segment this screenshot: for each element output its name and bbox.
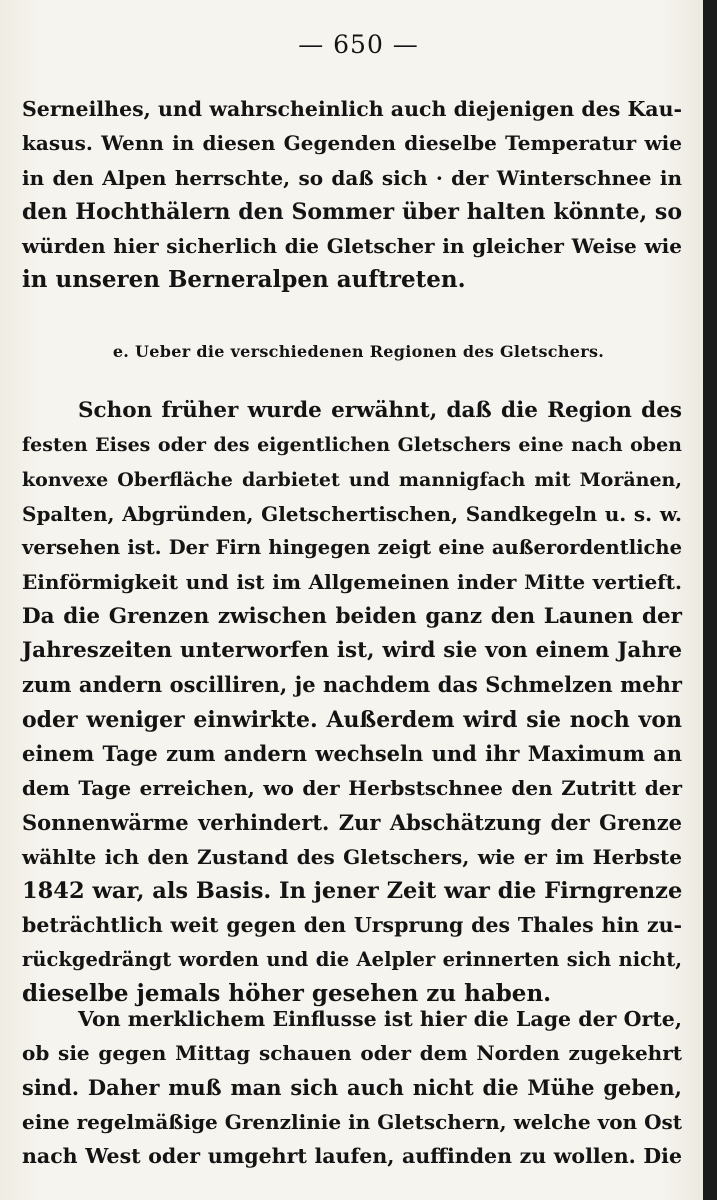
text-line: konvexe Oberfläche darbietet und mannigfach mit Moränen, [22, 468, 682, 491]
text-line: ob sie gegen Mittag schauen oder dem Norden zugekehrt [22, 1041, 682, 1066]
text-line: in den Alpen herrschte, so daß sich · der Winterschnee in [22, 165, 682, 190]
text-line: festen Eises oder des eigentlichen Gletschers eine nach oben [22, 434, 682, 457]
section-heading: e. Ueber die verschiedenen Regionen des Gletschers. [112, 342, 605, 361]
paragraph-2 [22, 394, 682, 1011]
text-line: kasus. Wenn in diesen Gegenden dieselbe Temperatur wie [22, 131, 682, 156]
paragraph-3 [22, 1002, 682, 1173]
text-line: Von merklichem Einflusse ist hier die Lage der Orte, [78, 1007, 682, 1031]
text-line: oder weniger einwirkte. Außerdem wird sie noch von [22, 706, 682, 733]
text-line: den Hochthälern den Sommer über halten könnte, so [22, 198, 682, 225]
text-line: einem Tage zum andern wechseln und ihr Maximum an [22, 740, 682, 766]
text-line: Spalten, Abgründen, Gletschertischen, Sandkegeln u. s. w. [22, 501, 682, 526]
text-line: Sonnenwärme verhindert. Zur Abschätzung der Grenze [22, 809, 682, 835]
page-edge-shadow [703, 0, 717, 1200]
text-line: zum andern oscilliren, je nachdem das Schmelzen mehr [22, 672, 682, 698]
text-line: nach West oder umgehrt laufen, auffinden zu wollen. Die [22, 1144, 682, 1169]
text-line: Serneilhes, und wahrscheinlich auch diejenigen des Kau- [22, 97, 682, 121]
text-line: dieselbe jemals höher gesehen zu haben. [22, 980, 552, 1008]
text-line: in unseren Berneralpen auftreten. [22, 266, 466, 294]
text-line: sind. Daher muß man sich auch nicht die Mühe geben, [22, 1074, 682, 1100]
text-line: Einförmigkeit und ist im Allgemeinen inder Mitte vertieft. [22, 570, 682, 595]
text-line: beträchtlich weit gegen den Ursprung des Thales hin zu- [22, 913, 682, 938]
paragraph-1 [22, 92, 682, 298]
text-line: dem Tage erreichen, wo der Herbstschnee den Zutritt der [22, 776, 682, 801]
text-line: versehen ist. Der Firn hingegen zeigt eine außerordentliche [22, 536, 682, 560]
text-line: Da die Grenzen zwischen beiden ganz den Launen der [22, 603, 682, 629]
text-line: eine regelmäßige Grenzlinie in Gletschern, welche von Ost [22, 1109, 682, 1134]
page-number: — 650 — [298, 30, 419, 59]
text-line: Jahreszeiten unterworfen ist, wird sie von einem Jahre [22, 638, 682, 664]
text-line: wählte ich den Zustand des Gletschers, wie er im Herbste [22, 844, 682, 869]
text-line: 1842 war, als Basis. In jener Zeit war die Firngrenze [22, 878, 683, 905]
text-line: rückgedrängt worden und die Aelpler erinnerten sich nicht, [22, 947, 682, 971]
text-line: würden hier sicherlich die Gletscher in gleicher Weise wie [22, 234, 682, 259]
text-line: Schon früher wurde erwähnt, daß die Region des [78, 398, 682, 423]
